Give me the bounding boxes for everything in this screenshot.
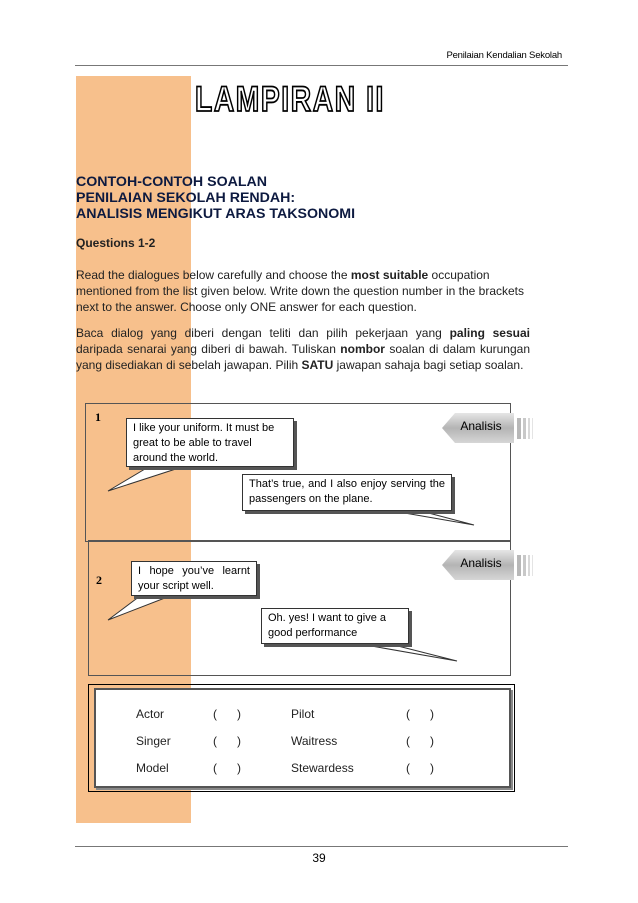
options-table [94, 688, 511, 788]
page-header: Penilaian Kendalian Sekolah [446, 50, 562, 61]
question-1-speech-bubble-2: That’s true, and I also enjoy serving the passengers on the plane. [242, 474, 452, 511]
instructions-en-emphasis: most suitable [350, 268, 429, 282]
answer-bracket[interactable]: ( ) [406, 734, 434, 748]
instructions-english [76, 267, 530, 316]
questions-title: Questions 1-2 [76, 236, 156, 250]
page-number: 39 [312, 851, 326, 865]
question-1-speech-bubble-1: I like your uniform. It must be great to be able to travel around the world. [126, 418, 294, 467]
instructions-en-text-2: occupation mentioned from the list given below. Write down the question number in the brackets next to the answer. Choose only ONE answer for each question. [76, 268, 525, 315]
instructions-malay [76, 325, 530, 374]
answer-bracket[interactable]: ( ) [213, 761, 241, 775]
option-model: Model [136, 761, 169, 775]
question-2-speech-bubble-2: Oh. yes! I want to give a good performance [261, 608, 409, 644]
instructions-en-text-1: Read the dialogues below carefully and choose the [76, 268, 351, 282]
option-stewardess: Stewardess [291, 761, 354, 775]
instructions-ms-emphasis-3: SATU [301, 358, 334, 373]
question-1-number: 1 [95, 410, 101, 424]
instructions-ms-text-4: jawapan sahaja bagi setiap soalan. [333, 358, 524, 373]
answer-bracket[interactable]: ( ) [406, 707, 434, 721]
question-1-analisis-label: Analisis [460, 419, 502, 433]
question-2-speech-bubble-1: I hope you’ve learnt your script well. [131, 561, 257, 596]
question-2-analisis-label: Analisis [460, 556, 502, 570]
footer-divider [75, 846, 568, 847]
instructions-ms-text-1: Baca dialog yang diberi dengan teliti dan pilih pekerjaan yang [76, 326, 450, 340]
heading-line-2: PENILAIAN SEKOLAH RENDAH: [76, 190, 296, 206]
page-title: LAMPIRAN II [195, 80, 385, 119]
option-pilot: Pilot [291, 707, 315, 721]
answer-bracket[interactable]: ( ) [213, 734, 241, 748]
instructions-ms-text-3: soalan di dalam kurungan yang disediakan di sebelah jawapan. Pilih [76, 342, 530, 373]
option-actor: Actor [136, 707, 165, 721]
title-banner [190, 80, 430, 120]
heading-line-1: CONTOH-CONTOH SOALAN [76, 174, 268, 190]
option-singer: Singer [136, 734, 171, 748]
section-heading [76, 174, 355, 222]
instructions-ms-emphasis-2: nombor [340, 342, 385, 357]
question-1-analisis-tag [442, 413, 534, 443]
instructions-ms-text-2: daripada senarai yang diberi di bawah. Tuliskan [76, 342, 341, 357]
answer-bracket[interactable]: ( ) [406, 761, 434, 775]
question-2-analisis-tag [442, 550, 534, 580]
option-waitress: Waitress [291, 734, 338, 748]
header-divider [75, 65, 568, 66]
answer-bracket[interactable]: ( ) [213, 707, 241, 721]
question-2-number: 2 [96, 573, 102, 587]
heading-line-3: ANALISIS MENGIKUT ARAS TAKSONOMI [76, 206, 356, 222]
instructions-ms-emphasis-1: paling sesuai [449, 326, 530, 340]
